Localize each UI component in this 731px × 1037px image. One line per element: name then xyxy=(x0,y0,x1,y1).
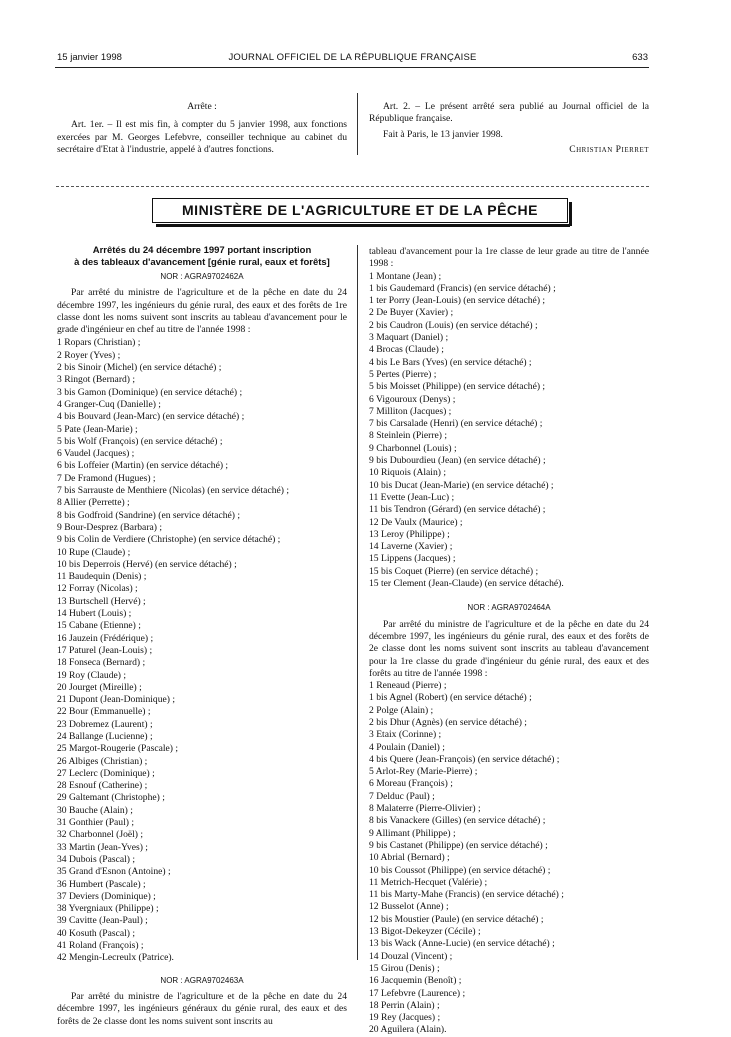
arrete-label: Arrête : xyxy=(187,101,217,112)
list-item: 12 De Vaulx (Maurice) ; xyxy=(369,516,463,528)
list-item: 9 Bour-Desprez (Barbara) ; xyxy=(57,521,163,533)
list-item: 12 Forray (Nicolas) ; xyxy=(57,583,138,595)
decree-intro-1: Par arrêté du ministre de l'agriculture et de la pêche en date du 24 décembre 1997, les ingénieurs du génie rural, des eaux et des forêts de 1re classe dont les noms suivent sont inscrits au tableau d'avancement pour le grade d'ingénieur en chef au titre de l'année 1998 : xyxy=(57,287,347,336)
list-item: 16 Jacquemin (Benoît) ; xyxy=(369,975,462,987)
top-right-block xyxy=(369,101,649,156)
decree-heading-line1: Arrêtés du 24 décembre 1997 portant inscription xyxy=(92,245,312,256)
fait-a-paris: Fait à Paris, le 13 janvier 1998. xyxy=(383,128,503,140)
list-item: 4 bis Le Bars (Yves) (en service détaché) ; xyxy=(369,356,532,368)
header-date: 15 janvier 1998 xyxy=(57,52,122,63)
list-item: 4 Granger-Cuq (Danielle) ; xyxy=(57,398,161,410)
list-item: 12 bis Moustier (Paule) (en service détaché) ; xyxy=(369,913,544,925)
list-item: 35 Grand d'Esnon (Antoine) ; xyxy=(57,866,171,878)
list-item: 7 Delduc (Paul) ; xyxy=(369,790,435,802)
list-item: 14 Hubert (Louis) ; xyxy=(57,608,132,620)
list-item: 9 Charbonnel (Louis) ; xyxy=(369,442,457,454)
list-item: 7 bis Sarrauste de Menthiere (Nicolas) (en service détaché) ; xyxy=(57,485,290,497)
list-item: 6 Vaudel (Jacques) ; xyxy=(57,448,135,460)
ministry-title: MINISTÈRE DE L'AGRICULTURE ET DE LA PÊCHE xyxy=(152,198,568,223)
list-item: 6 Vigouroux (Denys) ; xyxy=(369,393,456,405)
list-item: 1 bis Agnel (Robert) (en service détaché) ; xyxy=(369,692,532,704)
list-item: 5 Pate (Jean-Marie) ; xyxy=(57,423,138,435)
list-item: 10 bis Coussot (Philippe) (en service détaché) ; xyxy=(369,864,551,876)
list-item: 10 bis Deperrois (Hervé) (en service détaché) ; xyxy=(57,558,237,570)
list-item: 15 bis Coquet (Pierre) (en service détaché) ; xyxy=(369,565,539,577)
list-item: 10 bis Ducat (Jean-Marie) (en service détaché) ; xyxy=(369,479,554,491)
list-item: 19 Roy (Claude) ; xyxy=(57,669,127,681)
list-item: 41 Roland (François) ; xyxy=(57,940,144,952)
list-item: 6 bis Loffeier (Martin) (en service détaché) ; xyxy=(57,460,229,472)
decree-heading-line2: à des tableaux d'avancement [génie rural, eaux et forêts] xyxy=(74,257,330,268)
list-item: 14 Laverne (Xavier) ; xyxy=(369,541,453,553)
list-item: 2 Polge (Alain) ; xyxy=(369,704,434,716)
list-item: 6 Moreau (François) ; xyxy=(369,778,453,790)
list-item: 15 Cabane (Etienne) ; xyxy=(57,620,141,632)
nor-reference-2: NOR : AGRA9702463A xyxy=(160,975,244,985)
list-item: 2 De Buyer (Xavier) ; xyxy=(369,307,454,319)
nor-reference-3: NOR : AGRA9702464A xyxy=(467,603,551,613)
list-item: 11 Metrich-Hecquet (Valérie) ; xyxy=(369,876,488,888)
header-rule xyxy=(55,67,649,68)
list-item: 5 Pertes (Pierre) ; xyxy=(369,368,437,380)
list-item: 8 bis Godfroid (Sandrine) (en service détaché) ; xyxy=(57,509,241,521)
list-item: 15 Lippens (Jacques) ; xyxy=(369,553,456,565)
list-item: 36 Humbert (Pascale) ; xyxy=(57,878,146,890)
list-item: 3 Ringot (Bernard) ; xyxy=(57,374,136,386)
section-divider xyxy=(56,186,649,187)
list-item: 13 bis Wack (Anne-Lucie) (en service détaché) ; xyxy=(369,938,555,950)
list-item: 29 Galtemant (Christophe) ; xyxy=(57,792,165,804)
header-title: JOURNAL OFFICIEL DE LA RÉPUBLIQUE FRANÇAISE xyxy=(228,52,477,63)
list-item: 5 Arlot-Rey (Marie-Pierre) ; xyxy=(369,766,478,778)
article-2: Art. 2. – Le présent arrêté sera publié au Journal officiel de la République française. xyxy=(369,101,649,125)
list-item: 2 bis Caudron (Louis) (en service détaché) ; xyxy=(369,319,538,331)
list-item: 2 bis Sinoir (Michel) (en service détaché) ; xyxy=(57,362,222,374)
list-item: 11 Baudequin (Denis) ; xyxy=(57,571,147,583)
list-item: 38 Yvergniaux (Philippe) ; xyxy=(57,903,159,915)
list-item: 24 Ballange (Lucienne) ; xyxy=(57,730,153,742)
list-item: 11 bis Marty-Mahe (Francis) (en service détaché) ; xyxy=(369,889,564,901)
column-rule xyxy=(357,245,358,960)
list-item: 5 bis Moisset (Philippe) (en service détaché) ; xyxy=(369,381,546,393)
list-item: 12 Busselot (Anne) ; xyxy=(369,901,449,913)
top-left-block xyxy=(57,101,347,156)
list-item: 1 ter Porry (Jean-Louis) (en service détaché) ; xyxy=(369,295,546,307)
list-item: 22 Bour (Emmanuelle) ; xyxy=(57,706,151,718)
list-item: 25 Margot-Rougerie (Pascale) ; xyxy=(57,743,179,755)
list-item: 9 bis Colin de Verdiere (Christophe) (en service détaché) ; xyxy=(57,534,281,546)
list-item: 13 Bigot-Dekeyzer (Cécile) ; xyxy=(369,926,481,938)
list-item: 13 Burtschell (Hervé) ; xyxy=(57,595,146,607)
list-item: 23 Dobremez (Laurent) ; xyxy=(57,718,153,730)
list-item: 5 bis Wolf (François) (en service détaché) ; xyxy=(57,435,223,447)
list-item: 13 Leroy (Philippe) ; xyxy=(369,528,450,540)
list-item: 11 Evette (Jean-Luc) ; xyxy=(369,491,455,503)
list-item: 10 Rupe (Claude) ; xyxy=(57,546,131,558)
left-column xyxy=(57,245,347,1028)
list-item: 32 Charbonnel (Joël) ; xyxy=(57,829,144,841)
list-item: 18 Fonseca (Bernard) ; xyxy=(57,657,146,669)
list-item: 28 Esnouf (Catherine) ; xyxy=(57,780,148,792)
list-item: 30 Bauche (Alain) ; xyxy=(57,804,133,816)
list-item: 15 ter Clement (Jean-Claude) (en service détaché). xyxy=(369,578,564,590)
column-rule-top xyxy=(357,93,358,155)
list-item: 1 bis Gaudemard (Francis) (en service détaché) ; xyxy=(369,282,556,294)
list-item: 9 bis Castanet (Philippe) (en service détaché) ; xyxy=(369,839,548,851)
list-item: 15 Girou (Denis) ; xyxy=(369,962,440,974)
list-item: 8 bis Vanackere (Gilles) (en service détaché) ; xyxy=(369,815,546,827)
page-number: 633 xyxy=(632,52,648,63)
list-item: 10 Riquois (Alain) ; xyxy=(369,467,447,479)
list-item: 8 Allier (Perrette) ; xyxy=(57,497,130,509)
list-item: 3 Etaix (Corinne) ; xyxy=(369,729,442,741)
list-item: 17 Paturel (Jean-Louis) ; xyxy=(57,644,153,656)
decree-intro-2: Par arrêté du ministre de l'agriculture et de la pêche en date du 24 décembre 1997, les ingénieurs généraux du génie rural, des eaux et des forêts de 2e classe dont les noms suivent sont inscrits au xyxy=(57,990,347,1027)
signature: Christian Pierret xyxy=(569,143,649,155)
list-item: 2 Royer (Yves) ; xyxy=(57,349,121,361)
list-item: 20 Aguilera (Alain). xyxy=(369,1024,447,1036)
list-item: 17 Lefebvre (Laurence) ; xyxy=(369,987,466,999)
decree-intro-2-continued: tableau d'avancement pour la 1re classe de leur grade au titre de l'année 1998 : xyxy=(369,246,649,270)
list-item: 1 Reneaud (Pierre) ; xyxy=(369,680,447,692)
list-item: 31 Gonthier (Paul) ; xyxy=(57,817,135,829)
list-item: 2 bis Dhur (Agnès) (en service détaché) ; xyxy=(369,716,527,728)
list-item: 27 Leclerc (Dominique) ; xyxy=(57,767,155,779)
list-item: 16 Jauzein (Frédérique) ; xyxy=(57,632,154,644)
list-item: 3 bis Gamon (Dominique) (en service détaché) ; xyxy=(57,386,243,398)
list-item: 21 Dupont (Jean-Dominique) ; xyxy=(57,694,176,706)
list-item: 8 Steinlein (Pierre) ; xyxy=(369,430,448,442)
list-item: 26 Albiges (Christian) ; xyxy=(57,755,148,767)
promotion-list-2 xyxy=(369,271,649,591)
list-item: 4 bis Bouvard (Jean-Marc) (en service détaché) ; xyxy=(57,411,245,423)
list-item: 4 bis Quere (Jean-François) (en service détaché) ; xyxy=(369,753,560,765)
page-header xyxy=(57,52,648,66)
list-item: 37 Deviers (Dominique) ; xyxy=(57,890,156,902)
list-item: 39 Cavitte (Jean-Paul) ; xyxy=(57,915,148,927)
list-item: 40 Kosuth (Pascal) ; xyxy=(57,927,136,939)
decree-intro-3: Par arrêté du ministre de l'agriculture et de la pêche en date du 24 décembre 1997, les ingénieurs du génie rural, des eaux et des forêts de 2e classe dont les noms suivent sont inscrits au tableau d'avancement pour la 1re classe du grade d'ingénieur du génie rural, des eaux et des forêts au titre de l'année 1998 : xyxy=(369,618,649,679)
nor-reference-1: NOR : AGRA9702462A xyxy=(160,272,244,281)
list-item: 33 Martin (Jean-Yves) ; xyxy=(57,841,148,853)
list-item: 7 De Framond (Hugues) ; xyxy=(57,472,156,484)
list-item: 7 bis Carsalade (Henri) (en service détaché) ; xyxy=(369,418,543,430)
list-item: 9 Allimant (Philippe) ; xyxy=(369,827,456,839)
list-item: 7 Milliton (Jacques) ; xyxy=(369,405,452,417)
right-column xyxy=(369,246,649,1037)
list-item: 34 Dubois (Pascal) ; xyxy=(57,853,136,865)
list-item: 11 bis Tendron (Gérard) (en service détaché) ; xyxy=(369,504,546,516)
list-item: 9 bis Dubourdieu (Jean) (en service détaché) ; xyxy=(369,455,546,467)
list-item: 42 Mengin-Lecreulx (Patrice). xyxy=(57,952,174,964)
list-item: 4 Brocas (Claude) ; xyxy=(369,344,444,356)
list-item: 4 Poulain (Daniel) ; xyxy=(369,741,445,753)
list-item: 3 Maquart (Daniel) ; xyxy=(369,332,449,344)
article-1: Art. 1er. – Il est mis fin, à compter du 5 janvier 1998, aux fonctions exercées par M. Georges Lefebvre, conseiller technique au cabinet du secrétaire d'Etat à l'industrie, appelé à d'autres fonctions. xyxy=(57,119,347,155)
list-item: 10 Abrial (Bernard) ; xyxy=(369,852,450,864)
list-item: 18 Perrin (Alain) ; xyxy=(369,999,440,1011)
list-item: 20 Jourget (Mireille) ; xyxy=(57,681,142,693)
list-item: 1 Ropars (Christian) ; xyxy=(57,337,141,349)
list-item: 8 Malaterre (Pierre-Olivier) ; xyxy=(369,803,481,815)
promotion-list-1 xyxy=(57,337,347,964)
list-item: 1 Montane (Jean) ; xyxy=(369,270,442,282)
promotion-list-3 xyxy=(369,680,649,1037)
list-item: 14 Douzal (Vincent) ; xyxy=(369,950,453,962)
list-item: 19 Rey (Jacques) ; xyxy=(369,1012,441,1024)
